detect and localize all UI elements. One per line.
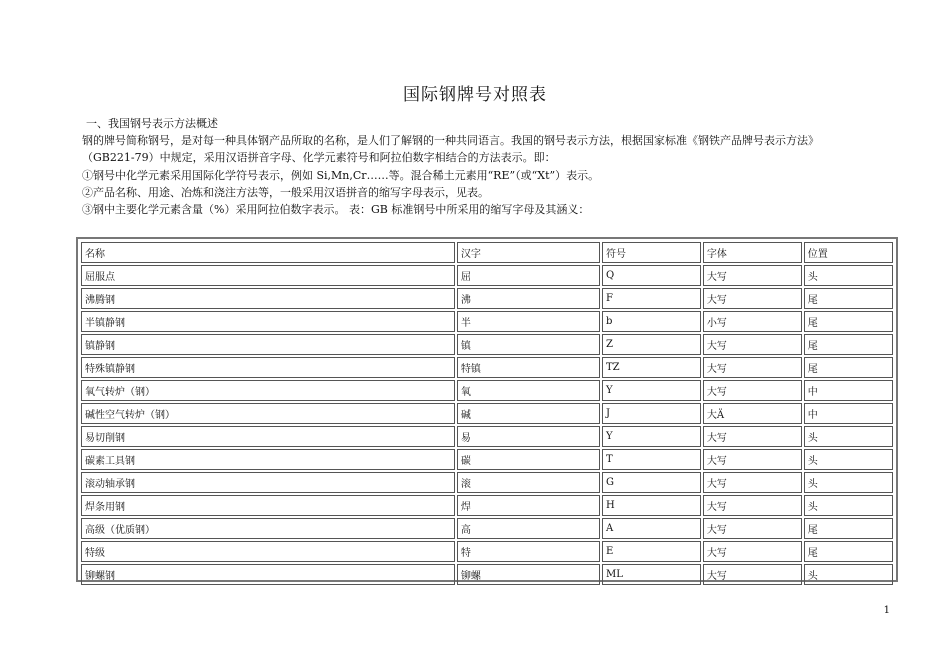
cell-name: 碱性空气转炉（钢）	[81, 403, 455, 424]
cell-chinese-character: 半	[457, 311, 600, 332]
table-row	[81, 265, 893, 286]
table-row	[81, 403, 893, 424]
section-heading: 一、我国钢号表示方法概述	[86, 117, 218, 130]
cell-chinese-character: 易	[457, 426, 600, 447]
cell-letter-case: 大Ä	[703, 403, 802, 424]
table-row	[81, 357, 893, 378]
cell-letter-case: 大写	[703, 518, 802, 539]
cell-name: 特殊镇静钢	[81, 357, 455, 378]
cell-position: 中	[804, 403, 893, 424]
header-symbol: 符号	[602, 242, 701, 263]
cell-position: 尾	[804, 288, 893, 309]
cell-chinese-character: 沸	[457, 288, 600, 309]
page-number: 1	[883, 605, 890, 616]
cell-symbol: ML	[602, 564, 701, 585]
cell-position: 头	[804, 449, 893, 470]
cell-position: 头	[804, 426, 893, 447]
intro-rule-2: ②产品名称、用途、冶炼和浇注方法等，一般采用汉语拼音的缩写字母表示，见表。	[82, 185, 489, 199]
cell-name: 铆螺钢	[81, 564, 455, 585]
cell-symbol: TZ	[602, 357, 701, 378]
intro-paragraph-line: （GB221-79）中规定，采用汉语拼音字母、化学元素符号和阿拉伯数字相结合的方法表示。即：	[82, 151, 556, 165]
cell-position: 尾	[804, 357, 893, 378]
cell-letter-case: 大写	[703, 449, 802, 470]
cell-letter-case: 大写	[703, 426, 802, 447]
cell-letter-case: 大写	[703, 334, 802, 355]
header-chinese-character: 汉字	[457, 242, 600, 263]
table-row	[81, 495, 893, 516]
intro-rule-1: ①钢号中化学元素采用国际化学符号表示，例如 Si,Mn,Cr……等。混合稀土元素用“RE”（或“Xt”）表示。	[82, 168, 600, 182]
cell-symbol: Q	[602, 265, 701, 286]
cell-position: 头	[804, 472, 893, 493]
cell-chinese-character: 氧	[457, 380, 600, 401]
table-row	[81, 311, 893, 332]
cell-name: 氧气转炉（钢）	[81, 380, 455, 401]
cell-symbol: Y	[602, 380, 701, 401]
cell-name: 碳素工具钢	[81, 449, 455, 470]
cell-name: 易切削钢	[81, 426, 455, 447]
cell-position: 尾	[804, 518, 893, 539]
cell-symbol: T	[602, 449, 701, 470]
table-row	[81, 334, 893, 355]
table-row	[81, 288, 893, 309]
cell-symbol: A	[602, 518, 701, 539]
cell-symbol: G	[602, 472, 701, 493]
cell-chinese-character: 滚	[457, 472, 600, 493]
cell-name: 滚动轴承钢	[81, 472, 455, 493]
cell-letter-case: 大写	[703, 472, 802, 493]
cell-name: 沸腾钢	[81, 288, 455, 309]
cell-symbol: b	[602, 311, 701, 332]
cell-chinese-character: 屈	[457, 265, 600, 286]
cell-chinese-character: 特镇	[457, 357, 600, 378]
table-row	[81, 472, 893, 493]
cell-symbol: F	[602, 288, 701, 309]
table-row	[81, 380, 893, 401]
cell-letter-case: 大写	[703, 495, 802, 516]
cell-name: 镇静钢	[81, 334, 455, 355]
cell-letter-case: 小写	[703, 311, 802, 332]
cell-symbol: Z	[602, 334, 701, 355]
header-letter-case: 字体	[703, 242, 802, 263]
intro-paragraph-line: 钢的牌号简称钢号，是对每一种具体钢产品所取的名称，是人们了解钢的一种共同语言。我国的钢号表示方法，根据国家标准《钢铁产品牌号表示方法》	[82, 134, 819, 148]
cell-position: 头	[804, 564, 893, 585]
cell-position: 尾	[804, 334, 893, 355]
cell-letter-case: 大写	[703, 564, 802, 585]
cell-name: 焊条用钢	[81, 495, 455, 516]
cell-symbol: Y	[602, 426, 701, 447]
table-row	[81, 541, 893, 562]
cell-position: 尾	[804, 541, 893, 562]
table-row	[81, 518, 893, 539]
cell-symbol: E	[602, 541, 701, 562]
cell-position: 尾	[804, 311, 893, 332]
table-header-row	[81, 242, 893, 263]
cell-letter-case: 大写	[703, 541, 802, 562]
cell-chinese-character: 碳	[457, 449, 600, 470]
cell-chinese-character: 高	[457, 518, 600, 539]
cell-name: 特级	[81, 541, 455, 562]
cell-chinese-character: 焊	[457, 495, 600, 516]
cell-symbol: J	[602, 403, 701, 424]
cell-chinese-character: 镇	[457, 334, 600, 355]
cell-chinese-character: 铆螺	[457, 564, 600, 585]
intro-section	[82, 115, 902, 218]
cell-chinese-character: 特	[457, 541, 600, 562]
cell-name: 半镇静钢	[81, 311, 455, 332]
cell-chinese-character: 碱	[457, 403, 600, 424]
cell-position: 中	[804, 380, 893, 401]
table-row	[81, 426, 893, 447]
header-position: 位置	[804, 242, 893, 263]
cell-letter-case: 大写	[703, 288, 802, 309]
abbreviation-table-frame	[76, 237, 898, 582]
cell-letter-case: 大写	[703, 357, 802, 378]
cell-position: 头	[804, 495, 893, 516]
cell-letter-case: 大写	[703, 380, 802, 401]
cell-position: 头	[804, 265, 893, 286]
cell-symbol: H	[602, 495, 701, 516]
table-row	[81, 564, 893, 585]
cell-name: 高级（优质钢）	[81, 518, 455, 539]
header-name: 名称	[81, 242, 455, 263]
intro-rule-3: ③钢中主要化学元素含量（%）采用阿拉伯数字表示。 表：GB 标准钢号中所采用的缩写字母及其涵义：	[82, 203, 590, 217]
abbreviation-table	[79, 240, 895, 587]
table-row	[81, 449, 893, 470]
page-title: 国际钢牌号对照表	[403, 85, 547, 105]
cell-letter-case: 大写	[703, 265, 802, 286]
cell-name: 屈服点	[81, 265, 455, 286]
